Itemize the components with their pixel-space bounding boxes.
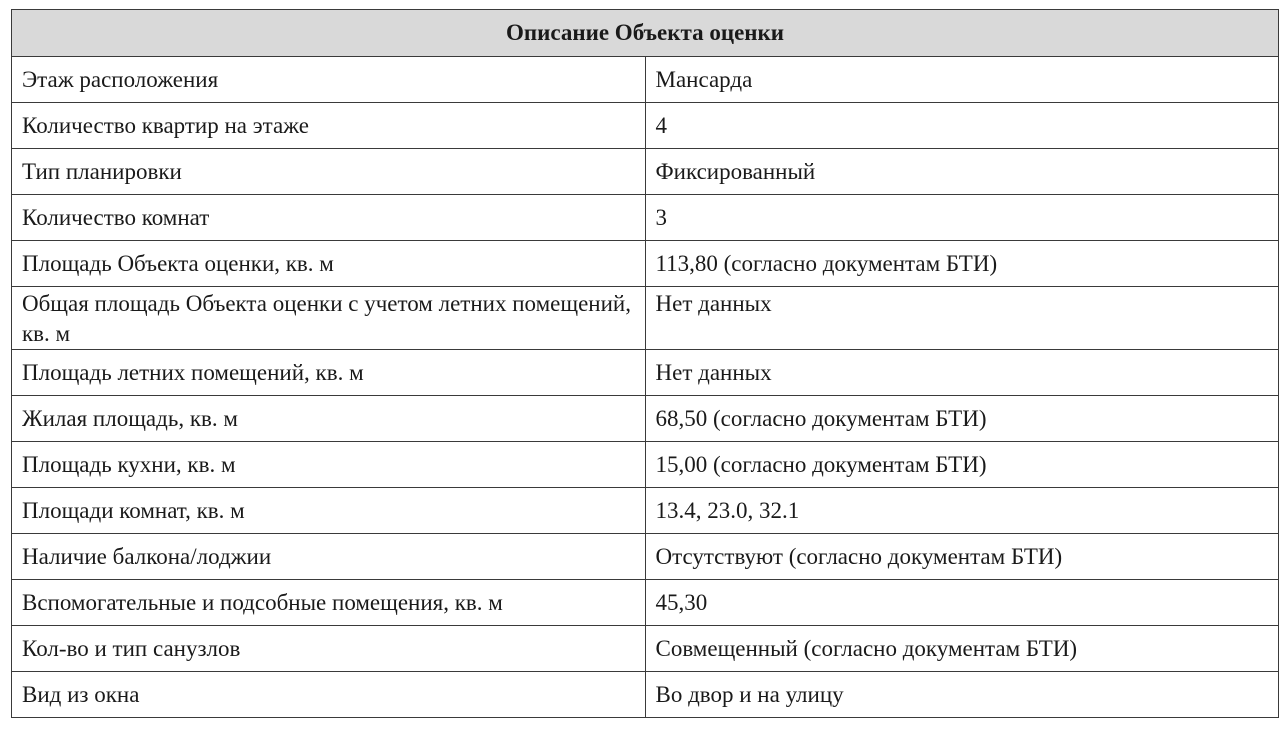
row-label: Кол-во и тип санузлов [12,626,646,672]
table-row [12,57,1279,103]
row-value: Совмещенный (согласно документам БТИ) [645,626,1279,672]
row-label: Площадь Объекта оценки, кв. м [12,241,646,287]
table-row [12,149,1279,195]
table-row [12,396,1279,442]
table-title: Описание Объекта оценки [12,10,1279,57]
table-row [12,626,1279,672]
row-label: Площадь летних помещений, кв. м [12,350,646,396]
table-row [12,350,1279,396]
row-value: 13.4, 23.0, 32.1 [645,488,1279,534]
row-label: Площадь кухни, кв. м [12,442,646,488]
object-description-table [11,9,1279,718]
row-label: Общая площадь Объекта оценки с учетом летних помещений, кв. м [12,287,646,350]
row-label: Количество комнат [12,195,646,241]
table-row [12,241,1279,287]
row-value: Фиксированный [645,149,1279,195]
row-value: 113,80 (согласно документам БТИ) [645,241,1279,287]
row-label: Вид из окна [12,672,646,718]
table-row [12,672,1279,718]
table-row [12,534,1279,580]
row-label: Количество квартир на этаже [12,103,646,149]
row-value: 15,00 (согласно документам БТИ) [645,442,1279,488]
table-row [12,195,1279,241]
row-value: 68,50 (согласно документам БТИ) [645,396,1279,442]
table-row [12,488,1279,534]
row-value: Отсутствуют (согласно документам БТИ) [645,534,1279,580]
row-value: 3 [645,195,1279,241]
row-value: 45,30 [645,580,1279,626]
row-label: Площади комнат, кв. м [12,488,646,534]
table-row [12,580,1279,626]
row-value: Во двор и на улицу [645,672,1279,718]
row-value: 4 [645,103,1279,149]
row-label: Наличие балкона/лоджии [12,534,646,580]
table-row [12,103,1279,149]
row-label: Вспомогательные и подсобные помещения, кв. м [12,580,646,626]
row-label: Тип планировки [12,149,646,195]
row-label: Жилая площадь, кв. м [12,396,646,442]
row-value: Нет данных [645,287,1279,350]
row-value: Нет данных [645,350,1279,396]
row-label: Этаж расположения [12,57,646,103]
table-row [12,442,1279,488]
row-value: Мансарда [645,57,1279,103]
table-header-row [12,10,1279,57]
table-row [12,287,1279,350]
